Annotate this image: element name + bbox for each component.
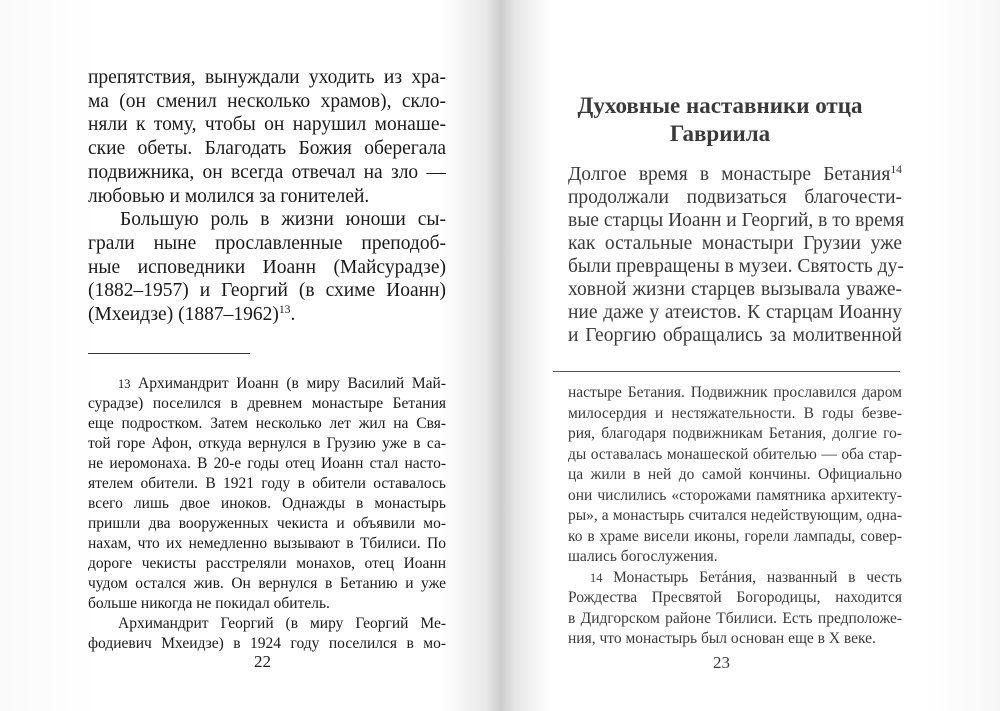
line-text: ма (он сменил несколько храмов), скло-: [88, 90, 446, 112]
text-line: [120, 208, 446, 232]
footnote-divider: [553, 371, 900, 372]
line-text: настыре Бетания. Подвижник прославился даром: [568, 384, 902, 401]
footnote-line: [88, 454, 446, 474]
line-text: ние даже у атеистов. К старцам Иоанну: [568, 302, 902, 323]
line-text: еще подростком. Затем несколько лет жил на Свя-: [88, 415, 446, 432]
footnote-line: [88, 634, 446, 654]
footnote-line: [88, 434, 446, 454]
text-line: [88, 90, 446, 114]
text-line: [568, 255, 902, 279]
line-text: ные исповедники Иоанн (Майсурадзе): [88, 256, 446, 278]
line-text: любовью и молился за гонителей.: [88, 185, 370, 207]
line-text: в Дидгорском районе Тбилиси. Есть предположе-: [568, 609, 902, 627]
footnote-line: [568, 527, 902, 547]
page-number: 23: [713, 653, 730, 672]
line-text: (1882–1957) и Георгий (в схиме Иоанн): [88, 280, 446, 302]
line-text: милосердия и нестяжательности. В годы безве-: [568, 404, 902, 422]
text-line: [88, 185, 446, 209]
footnote-line: [568, 629, 902, 649]
line-text: .: [290, 304, 296, 325]
line-text: сурадзе) поселился в древнем монастыре Бетания: [88, 395, 446, 412]
line-text: ко в храме висели иконы, горели лампады, совер-: [568, 527, 902, 545]
line-text: Долгое время в монастыре Бетания: [568, 164, 891, 185]
text-line: [568, 324, 902, 348]
footnote-line: [88, 394, 446, 414]
footnote-line: [568, 445, 902, 465]
text-line: [568, 278, 902, 302]
line-text: вые старцы Иоанн и Георгий, в то время: [568, 210, 905, 231]
line-text: ховной жизни старцев вызывала уваже-: [568, 279, 902, 300]
text-line: [88, 161, 446, 185]
heading-line: Гавриила: [669, 121, 771, 146]
text-line: [88, 66, 446, 90]
footnote-reference[interactable]: 14: [890, 162, 902, 176]
line-text: той горе Афон, откуда вернулся в Грузию уже в са-: [88, 435, 446, 452]
line-text: Архимандрит Георгий (в миру Георгий Ме-: [118, 615, 446, 632]
line-text: нахам, что их немедленно вызывают в Тбилиси. По: [88, 535, 446, 552]
footnote-line: [88, 594, 446, 614]
footnote-line: [118, 614, 446, 634]
right-page: [500, 0, 1000, 711]
footnote-line: [88, 534, 446, 554]
line-text: они числились «сторожами памятника архитекту-: [568, 486, 902, 504]
heading-line: Духовные наставники отца: [577, 93, 863, 118]
footnote-line: [568, 383, 902, 403]
footnote-line: [568, 547, 902, 567]
text-line: [568, 232, 902, 256]
line-text: чудом остался жив. Он вернулся в Бетанию и уже: [88, 575, 446, 592]
footnote-line: [568, 506, 902, 526]
line-text: Архимандрит Иоанн (в миру Василий Май-: [130, 375, 446, 392]
line-text: ды оставалась монашеской обителью — оба стар-: [568, 445, 902, 463]
line-text: грали ныне прославленные преподоб-: [88, 232, 446, 254]
line-text: ца жили в ней до самой кончины. Официально: [568, 466, 902, 483]
footnote-line: [118, 374, 446, 394]
text-line: [568, 301, 902, 325]
text-line: [88, 113, 446, 137]
footnote-number: 14: [590, 570, 603, 585]
line-text: ния, что монастырь был основан еще в X веке.: [568, 630, 876, 647]
line-text: больше никогда не покидал обитель.: [88, 595, 330, 612]
footnote-number: 13: [118, 377, 131, 391]
footnote-line: [568, 424, 902, 444]
line-text: всего лишь двое иноков. Однажды в монастырь: [88, 495, 446, 512]
footnote-line: [590, 568, 902, 588]
footnote-line: [88, 414, 446, 434]
line-text: препятствия, вынуждали уходить из хра-: [88, 67, 446, 88]
line-text: фодиевич Мхеидзе) в 1924 году поселился в мо-: [88, 635, 446, 652]
line-text: шались богослужения.: [568, 548, 718, 565]
line-text: рия, благодаря подвижникам Бетания, долгие го-: [568, 425, 902, 442]
text-line: [88, 303, 446, 327]
text-line: [88, 279, 446, 303]
footnote-line: [568, 588, 902, 608]
text-line: [568, 163, 902, 187]
line-text: пришли два вооруженных чекиста и объявили мо-: [88, 515, 446, 532]
footnote-line: [88, 574, 446, 594]
line-text: (Мхеидзе) (1887–1962): [88, 304, 279, 325]
text-line: [88, 256, 446, 280]
line-text: Большую роль в жизни юноши сы-: [120, 209, 446, 231]
text-line: [568, 186, 902, 210]
footnote-line: [88, 474, 446, 494]
line-text: няли к тому, чтобы он нарушил монаше-: [88, 114, 446, 136]
footnote-reference[interactable]: 13: [278, 302, 291, 316]
page-number: 22: [254, 652, 271, 671]
footnote-line: [568, 465, 902, 485]
footnote-line: [568, 404, 902, 424]
line-text: были превращены в музеи. Святость ду-: [568, 256, 904, 277]
line-text: ятелем обители. В 1921 году в обители оставалось: [88, 475, 446, 492]
footnote-divider: [88, 353, 250, 354]
text-line: [88, 137, 446, 161]
footnote-line: [88, 494, 446, 514]
footnote-line: [88, 554, 446, 574]
line-text: не иеромонаха. В 20-е годы отец Иоанн стал насто-: [88, 455, 446, 472]
chapter-heading: [470, 92, 970, 148]
text-line: [88, 232, 446, 256]
line-text: Рождества Пресвятой Богородицы, находится: [568, 589, 902, 606]
line-text: ры», а монастырь считался недействующим, одна-: [568, 507, 902, 524]
line-text: ские обеты. Благодать Божия оберегала: [88, 138, 446, 160]
line-text: продолжали подвизаться благочести-: [568, 187, 902, 208]
footnote-line: [568, 486, 902, 506]
line-text: дороге чекисты расстреляли монахов, отец Иоанн: [88, 555, 446, 572]
footnote-line: [568, 609, 902, 629]
line-text: подвижника, он всегда отвечал на зло —: [88, 161, 446, 183]
line-text: Монастырь Бетáния, названный в честь: [602, 568, 902, 586]
line-text: как остальные монастыри Грузии уже: [568, 233, 902, 254]
text-line: [568, 209, 905, 233]
line-text: и Георгию обращались за молитвенной: [568, 325, 902, 346]
footnote-line: [88, 514, 446, 534]
